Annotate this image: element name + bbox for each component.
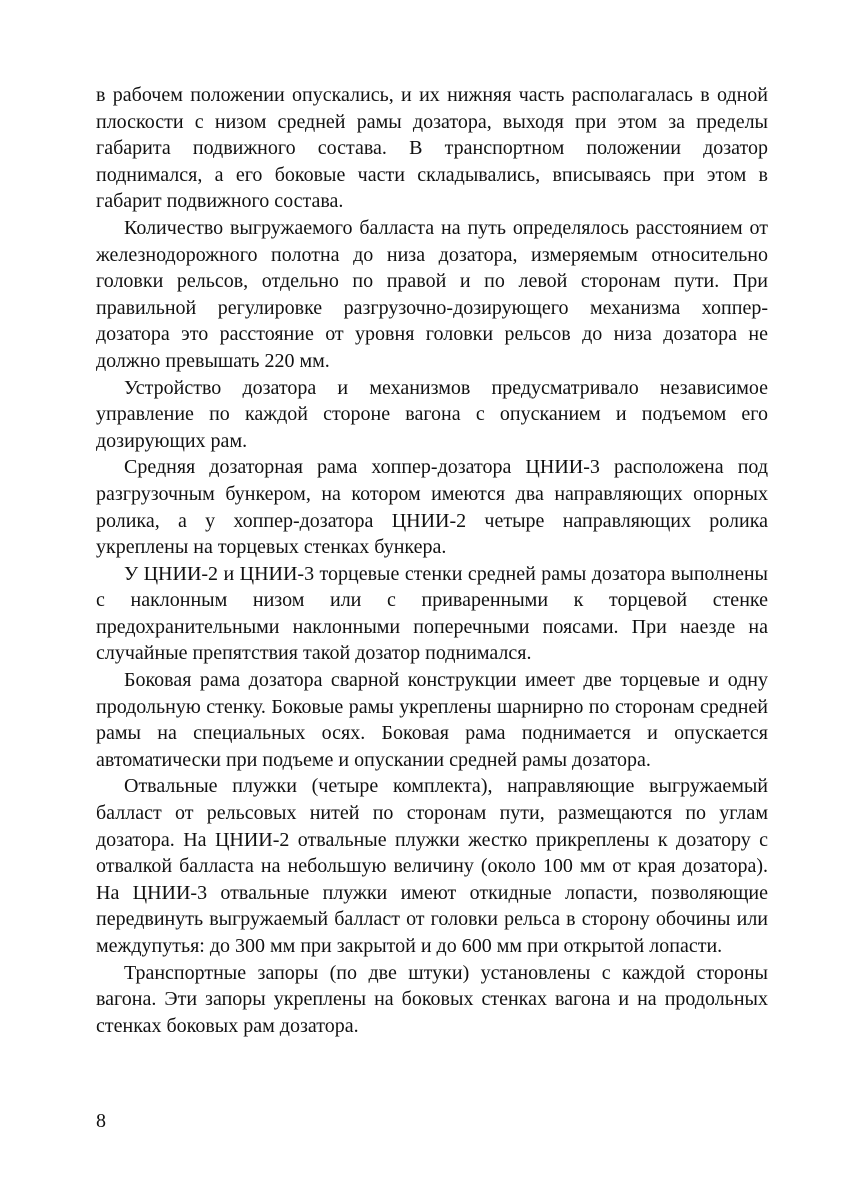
page-number: 8 [96,1110,106,1132]
paragraph-end-walls: У ЦНИИ-2 и ЦНИИ-3 торцевые стенки средней рамы дозатора выполнены с наклонным низом или с приваренными к торцевой стенке предохранительными наклонными поперечными поясами. При наезде на случайные препятствия такой дозатор поднимался. [96,562,768,665]
page-body [96,82,768,1039]
paragraph-middle-frame: Средняя дозаторная рама хоппер-дозатора ЦНИИ-3 расположена под разгрузочным бункером, на котором имеются два направляющих опорных ролика, а у хоппер-дозатора ЦНИИ-2 четыре направляющих ролика укреплены на торцевых стенках бункера. [96,456,768,559]
paragraph-transport-locks: Транспортные запоры (по две штуки) установлены с каждой стороны вагона. Эти запоры укреплены на боковых стенках вагона и на продольных стенках боковых рам дозатора. [96,961,768,1037]
paragraph-ploughs: Отвальные плужки (четыре комплекта), направляющие выгружаемый балласт от рельсовых нитей по сторонам пути, размещаются по углам дозатора. На ЦНИИ-2 отвальные плужки жестко прикреплены к дозатору с отвалкой балласта на небольшую величину (около 100 мм от края дозатора). На ЦНИИ-3 отвальные плужки имеют откидные лопасти, позволяющие передвинуть выгружаемый балласт от головки рельса в сторону обочины или междупутья: до 300 мм при закрытой и до 600 мм при открытой лопасти. [96,775,768,957]
paragraph-side-frame: Боковая рама дозатора сварной конструкции имеет две торцевые и одну продольную стенку. Боковые рамы укреплены шарнирно по сторонам средней рамы на специальных осях. Боковая рама поднимается и опускается автоматически при подъеме и опускании средней рамы дозатора. [96,669,768,771]
paragraph-continuation: в рабочем положении опускались, и их нижняя часть располагалась в одной плоскости с низом средней рамы дозатора, выходя при этом за пределы габарита подвижного состава. В транспортном положении дозатор поднимался, а его боковые части складывались, вписываясь при этом в габарит подвижного состава. [96,84,768,213]
paragraph-dispenser-control: Устройство дозатора и механизмов предусматривало независимое управление по каждой стороне вагона с опусканием и подъемом его дозирующих рам. [96,376,768,452]
paragraph-ballast-quantity: Количество выгружаемого балласта на путь определялось расстоянием от железнодорожного полотна до низа дозатора, измеряемым относительно головки рельсов, отдельно по правой и по левой сторонам пути. При правильной регулировке разгрузочно-дозирующего механизма хоппер-дозатора это расстояние от уровня головки рельсов до низа дозатора не должно превышать 220 мм. [96,216,768,372]
